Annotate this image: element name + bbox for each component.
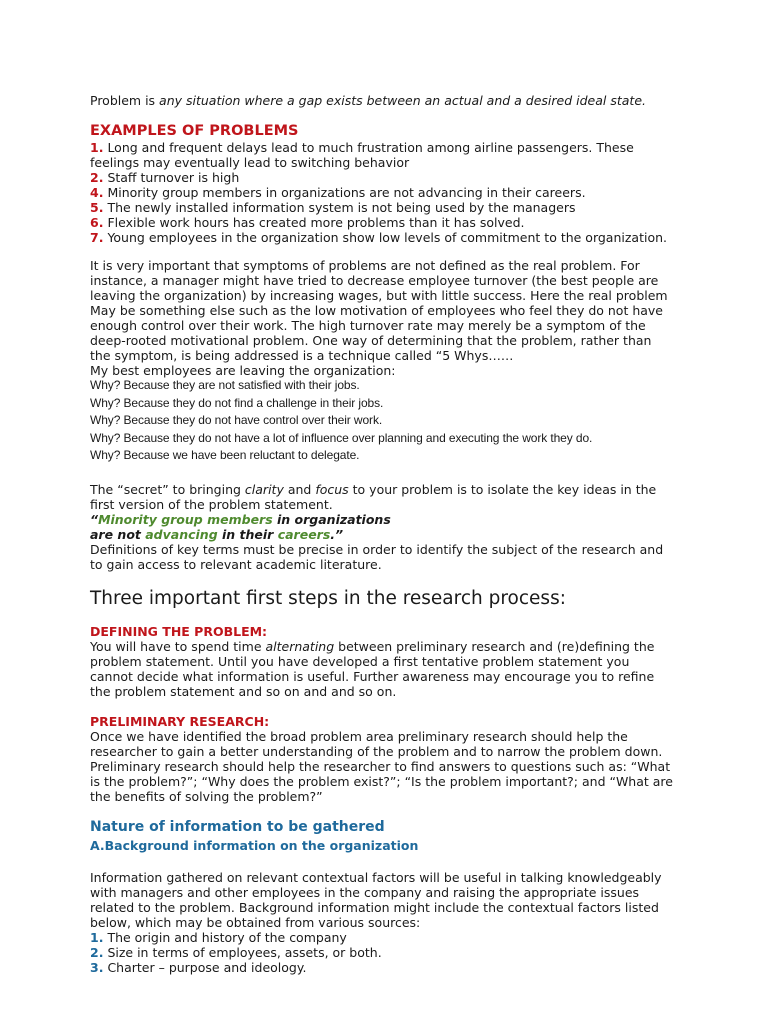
text-line: first version of the problem statement.: [90, 497, 333, 512]
text-line: cannot decide what information is useful. Further awareness may encourage you to refine: [90, 669, 655, 684]
list-item: 6. Flexible work hours has created more problems than it has solved.: [90, 215, 525, 230]
text-line: below, which may be obtained from various sources:: [90, 915, 421, 930]
preliminary-heading: PRELIMINARY RESEARCH:: [90, 714, 270, 729]
why-item: Why? Because we have been reluctant to delegate.: [90, 448, 360, 462]
intro-definition: any situation where a gap exists between an actual and a desired ideal state.: [159, 93, 646, 108]
why-item: Why? Because they are not satisfied with their jobs.: [90, 378, 360, 392]
list-item: 4. Minority group members in organizations are not advancing in their careers.: [90, 185, 586, 200]
why-item: Why? Because they do not find a challenge in their jobs.: [90, 395, 384, 410]
defining-paragraph: [90, 639, 680, 699]
text-line: Preliminary research should help the researcher to find answers to questions such as: “What: [90, 759, 671, 774]
secret-paragraph: [90, 482, 680, 572]
text-line: to gain access to relevant academic literature.: [90, 557, 382, 572]
problem-statement-quote: “Minority group members in organizations: [90, 512, 391, 527]
list-item: 2. Staff turnover is high: [90, 170, 240, 185]
text-line: May be something else such as the low motivation of employees who feel they do not have: [90, 303, 663, 318]
list-item: 5. The newly installed information system is not being used by the managers: [90, 200, 576, 215]
text-line: leaving the organization) by increasing wages, but with little success. Here the real problem: [90, 288, 668, 303]
nature-subheading: A.Background information on the organization: [90, 838, 419, 853]
text-line: Once we have identified the broad problem area preliminary research should help the: [90, 729, 628, 744]
problem-statement-quote: are not advancing in their careers.”: [90, 527, 344, 542]
text-line: My best employees are leaving the organization:: [90, 363, 396, 378]
intro-paragraph: [90, 93, 680, 108]
examples-heading: EXAMPLES OF PROBLEMS: [90, 123, 299, 139]
text-line: instance, a manager might have tried to decrease employee turnover (the best people are: [90, 273, 659, 288]
text-line: related to the problem. Background information might include the contextual factors listed: [90, 900, 659, 915]
nature-paragraph: [90, 870, 680, 975]
steps-heading: Three important first steps in the research process:: [90, 588, 566, 609]
intro-lead: Problem is: [90, 93, 160, 108]
defining-heading: DEFINING THE PROBLEM:: [90, 624, 268, 639]
text-line: problem statement. Until you have developed a first tentative problem statement you: [90, 654, 630, 669]
text-line: You will have to spend time alternating between preliminary research and (re)defining the: [90, 639, 655, 654]
text-line: the benefits of solving the problem?”: [90, 789, 323, 804]
text-line: enough control over their work. The high turnover rate may merely be a symptom of the: [90, 318, 646, 333]
list-item: 3. Charter – purpose and ideology.: [90, 960, 307, 975]
text-line: is the problem?”; “Why does the problem exist?”; “Is the problem important?; and “What are: [90, 774, 673, 789]
list-item: 1. Long and frequent delays lead to much frustration among airline passengers. These: [90, 140, 634, 155]
symptoms-paragraph: [90, 258, 680, 378]
list-item: 1. The origin and history of the company: [90, 930, 347, 945]
text-line: the problem statement and so on and and so on.: [90, 684, 397, 699]
text-line: Information gathered on relevant contextual factors will be useful in talking knowledgeably: [90, 870, 662, 885]
why-item: Why? Because they do not have a lot of influence over planning and executing the work they do.: [90, 430, 593, 445]
text-line: The “secret” to bringing clarity and focus to your problem is to isolate the key ideas in the: [90, 482, 657, 497]
examples-list: [90, 140, 680, 245]
text-line: researcher to gain a better understanding of the problem and to narrow the problem down.: [90, 744, 663, 759]
text-line: the symptom, is being addressed is a technique called “5 Whys……: [90, 348, 514, 363]
list-item: 7. Young employees in the organization show low levels of commitment to the organization.: [90, 230, 667, 245]
list-item-continuation: feelings may eventually lead to switching behavior: [90, 155, 410, 170]
preliminary-paragraph: [90, 729, 680, 804]
text-line: Definitions of key terms must be precise in order to identify the subject of the research and: [90, 542, 664, 557]
why-item: Why? Because they do not have control over their work.: [90, 413, 383, 427]
text-line: deep-rooted motivational problem. One way of determining that the problem, rather than: [90, 333, 652, 348]
five-whys-list: [90, 377, 680, 465]
text-line: with managers and other employees in the company and raising the appropriate issues: [90, 885, 640, 900]
list-item: 2. Size in terms of employees, assets, or both.: [90, 945, 382, 960]
nature-heading: Nature of information to be gathered: [90, 819, 385, 835]
text-line: It is very important that symptoms of problems are not defined as the real problem. For: [90, 258, 640, 273]
